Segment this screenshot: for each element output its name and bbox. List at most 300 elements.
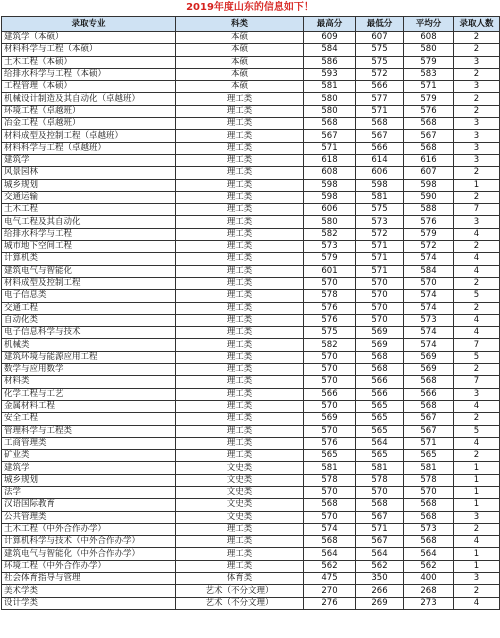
cell-avg-score: 576 xyxy=(404,216,454,228)
table-row xyxy=(2,253,500,265)
cell-category: 理工类 xyxy=(176,339,304,351)
cell-max-score: 574 xyxy=(304,523,356,535)
cell-admitted: 1 xyxy=(454,486,500,498)
column-header-max-score: 最高分 xyxy=(304,17,356,32)
cell-admitted: 2 xyxy=(454,32,500,44)
table-row xyxy=(2,118,500,130)
page-title: 2019年度山东的信息如下！ xyxy=(186,2,314,13)
cell-max-score: 586 xyxy=(304,56,356,68)
table-row xyxy=(2,437,500,449)
cell-admitted: 1 xyxy=(454,179,500,191)
cell-major: 计算机类 xyxy=(2,253,176,265)
cell-admitted: 4 xyxy=(454,437,500,449)
cell-min-score: 350 xyxy=(356,573,404,585)
cell-avg-score: 607 xyxy=(404,167,454,179)
cell-avg-score: 568 xyxy=(404,376,454,388)
table-row xyxy=(2,44,500,56)
cell-max-score: 570 xyxy=(304,351,356,363)
cell-category: 本硕 xyxy=(176,32,304,44)
cell-max-score: 567 xyxy=(304,130,356,142)
cell-max-score: 576 xyxy=(304,314,356,326)
admission-table xyxy=(1,16,500,610)
cell-avg-score: 580 xyxy=(404,44,454,56)
cell-category: 理工类 xyxy=(176,167,304,179)
table-row xyxy=(2,204,500,216)
table-row xyxy=(2,523,500,535)
cell-admitted: 4 xyxy=(454,253,500,265)
cell-avg-score: 574 xyxy=(404,253,454,265)
cell-avg-score: 568 xyxy=(404,142,454,154)
cell-min-score: 570 xyxy=(356,290,404,302)
cell-admitted: 2 xyxy=(454,450,500,462)
cell-admitted: 3 xyxy=(454,56,500,68)
cell-max-score: 580 xyxy=(304,216,356,228)
cell-category: 理工类 xyxy=(176,216,304,228)
cell-min-score: 572 xyxy=(356,228,404,240)
table-row xyxy=(2,585,500,597)
cell-max-score: 581 xyxy=(304,81,356,93)
cell-min-score: 269 xyxy=(356,597,404,609)
cell-min-score: 606 xyxy=(356,167,404,179)
cell-min-score: 571 xyxy=(356,523,404,535)
table-row xyxy=(2,327,500,339)
cell-category: 理工类 xyxy=(176,388,304,400)
cell-category: 理工类 xyxy=(176,105,304,117)
cell-category: 理工类 xyxy=(176,93,304,105)
cell-avg-score: 608 xyxy=(404,32,454,44)
cell-category: 本硕 xyxy=(176,44,304,56)
cell-min-score: 569 xyxy=(356,339,404,351)
cell-min-score: 570 xyxy=(356,277,404,289)
cell-admitted: 1 xyxy=(454,474,500,486)
cell-max-score: 608 xyxy=(304,167,356,179)
cell-major: 金属材料工程 xyxy=(2,400,176,412)
cell-max-score: 568 xyxy=(304,118,356,130)
table-row xyxy=(2,400,500,412)
cell-avg-score: 400 xyxy=(404,573,454,585)
cell-major: 美术学类 xyxy=(2,585,176,597)
cell-major: 建筑学 xyxy=(2,154,176,166)
cell-min-score: 568 xyxy=(356,351,404,363)
table-row xyxy=(2,339,500,351)
cell-avg-score: 570 xyxy=(404,486,454,498)
cell-avg-score: 562 xyxy=(404,560,454,572)
cell-min-score: 566 xyxy=(356,81,404,93)
cell-major: 冶金工程（卓越班） xyxy=(2,118,176,130)
cell-major: 建筑电气与智能化（中外合作办学） xyxy=(2,548,176,560)
cell-category: 理工类 xyxy=(176,351,304,363)
cell-avg-score: 578 xyxy=(404,474,454,486)
table-row xyxy=(2,32,500,44)
table-row xyxy=(2,81,500,93)
cell-max-score: 584 xyxy=(304,44,356,56)
cell-min-score: 568 xyxy=(356,118,404,130)
cell-category: 文史类 xyxy=(176,511,304,523)
cell-admitted: 3 xyxy=(454,216,500,228)
cell-avg-score: 579 xyxy=(404,228,454,240)
table-row xyxy=(2,265,500,277)
cell-major: 工商管理类 xyxy=(2,437,176,449)
cell-max-score: 582 xyxy=(304,228,356,240)
cell-category: 理工类 xyxy=(176,118,304,130)
cell-category: 理工类 xyxy=(176,413,304,425)
cell-avg-score: 590 xyxy=(404,191,454,203)
cell-major: 电子信息类 xyxy=(2,290,176,302)
cell-admitted: 7 xyxy=(454,204,500,216)
cell-category: 理工类 xyxy=(176,327,304,339)
cell-admitted: 7 xyxy=(454,376,500,388)
cell-avg-score: 574 xyxy=(404,290,454,302)
cell-major: 管理科学与工程类 xyxy=(2,425,176,437)
cell-major: 电子信息科学与技术 xyxy=(2,327,176,339)
cell-max-score: 576 xyxy=(304,302,356,314)
cell-max-score: 576 xyxy=(304,437,356,449)
cell-admitted: 2 xyxy=(454,191,500,203)
cell-avg-score: 579 xyxy=(404,56,454,68)
cell-category: 理工类 xyxy=(176,142,304,154)
table-header-row xyxy=(2,17,500,32)
cell-major: 土木工程（中外合作办学） xyxy=(2,523,176,535)
table-row xyxy=(2,548,500,560)
cell-major: 法学 xyxy=(2,486,176,498)
table-row xyxy=(2,351,500,363)
cell-min-score: 266 xyxy=(356,585,404,597)
cell-avg-score: 567 xyxy=(404,413,454,425)
cell-min-score: 570 xyxy=(356,302,404,314)
cell-admitted: 2 xyxy=(454,413,500,425)
cell-admitted: 4 xyxy=(454,327,500,339)
cell-avg-score: 569 xyxy=(404,351,454,363)
cell-min-score: 581 xyxy=(356,191,404,203)
cell-major: 机械类 xyxy=(2,339,176,351)
cell-min-score: 573 xyxy=(356,216,404,228)
cell-min-score: 581 xyxy=(356,462,404,474)
cell-avg-score: 568 xyxy=(404,118,454,130)
cell-admitted: 3 xyxy=(454,142,500,154)
cell-admitted: 3 xyxy=(454,388,500,400)
cell-category: 理工类 xyxy=(176,204,304,216)
cell-category: 理工类 xyxy=(176,290,304,302)
cell-admitted: 3 xyxy=(454,511,500,523)
cell-major: 自动化类 xyxy=(2,314,176,326)
cell-max-score: 598 xyxy=(304,179,356,191)
cell-major: 给排水科学与工程（本硕） xyxy=(2,68,176,80)
table-row xyxy=(2,167,500,179)
cell-avg-score: 616 xyxy=(404,154,454,166)
cell-min-score: 569 xyxy=(356,327,404,339)
cell-category: 本硕 xyxy=(176,68,304,80)
cell-avg-score: 565 xyxy=(404,450,454,462)
cell-avg-score: 569 xyxy=(404,364,454,376)
cell-category: 理工类 xyxy=(176,364,304,376)
cell-min-score: 566 xyxy=(356,388,404,400)
table-row xyxy=(2,228,500,240)
cell-major: 城市地下空间工程 xyxy=(2,241,176,253)
table-row xyxy=(2,450,500,462)
cell-avg-score: 568 xyxy=(404,400,454,412)
cell-category: 理工类 xyxy=(176,265,304,277)
cell-max-score: 570 xyxy=(304,364,356,376)
cell-category: 理工类 xyxy=(176,437,304,449)
table-row xyxy=(2,314,500,326)
table-row xyxy=(2,376,500,388)
cell-min-score: 567 xyxy=(356,536,404,548)
cell-major: 建筑环境与能源应用工程 xyxy=(2,351,176,363)
cell-avg-score: 568 xyxy=(404,511,454,523)
cell-avg-score: 567 xyxy=(404,130,454,142)
cell-max-score: 580 xyxy=(304,105,356,117)
cell-max-score: 606 xyxy=(304,204,356,216)
cell-max-score: 569 xyxy=(304,413,356,425)
cell-avg-score: 574 xyxy=(404,302,454,314)
cell-min-score: 566 xyxy=(356,376,404,388)
table-row xyxy=(2,486,500,498)
cell-avg-score: 574 xyxy=(404,327,454,339)
table-row xyxy=(2,154,500,166)
cell-category: 文史类 xyxy=(176,486,304,498)
cell-avg-score: 572 xyxy=(404,241,454,253)
cell-major: 材料成型及控制工程 xyxy=(2,277,176,289)
cell-avg-score: 564 xyxy=(404,548,454,560)
cell-category: 理工类 xyxy=(176,400,304,412)
cell-avg-score: 581 xyxy=(404,462,454,474)
cell-admitted: 2 xyxy=(454,585,500,597)
column-header-avg-score: 平均分 xyxy=(404,17,454,32)
column-header-category: 科类 xyxy=(176,17,304,32)
cell-min-score: 571 xyxy=(356,253,404,265)
cell-admitted: 2 xyxy=(454,302,500,314)
table-row xyxy=(2,462,500,474)
cell-min-score: 570 xyxy=(356,486,404,498)
cell-avg-score: 568 xyxy=(404,536,454,548)
cell-category: 理工类 xyxy=(176,241,304,253)
cell-max-score: 570 xyxy=(304,376,356,388)
cell-admitted: 3 xyxy=(454,130,500,142)
cell-min-score: 568 xyxy=(356,499,404,511)
cell-min-score: 567 xyxy=(356,130,404,142)
cell-min-score: 565 xyxy=(356,413,404,425)
cell-category: 艺术（不分文理） xyxy=(176,597,304,609)
cell-admitted: 4 xyxy=(454,400,500,412)
cell-admitted: 4 xyxy=(454,228,500,240)
cell-admitted: 4 xyxy=(454,536,500,548)
table-row xyxy=(2,277,500,289)
table-row xyxy=(2,68,500,80)
cell-major: 建筑学 xyxy=(2,462,176,474)
table-row xyxy=(2,290,500,302)
cell-avg-score: 571 xyxy=(404,81,454,93)
cell-avg-score: 268 xyxy=(404,585,454,597)
cell-major: 风景园林 xyxy=(2,167,176,179)
cell-min-score: 566 xyxy=(356,142,404,154)
table-row xyxy=(2,105,500,117)
cell-min-score: 575 xyxy=(356,204,404,216)
cell-category: 理工类 xyxy=(176,450,304,462)
cell-major: 材料科学与工程（本硕） xyxy=(2,44,176,56)
cell-max-score: 578 xyxy=(304,290,356,302)
cell-major: 汉语国际教育 xyxy=(2,499,176,511)
cell-max-score: 598 xyxy=(304,191,356,203)
cell-category: 理工类 xyxy=(176,130,304,142)
cell-major: 交通工程 xyxy=(2,302,176,314)
cell-category: 理工类 xyxy=(176,154,304,166)
cell-max-score: 570 xyxy=(304,425,356,437)
cell-max-score: 575 xyxy=(304,327,356,339)
cell-min-score: 568 xyxy=(356,364,404,376)
cell-max-score: 475 xyxy=(304,573,356,585)
cell-max-score: 568 xyxy=(304,499,356,511)
cell-category: 理工类 xyxy=(176,179,304,191)
table-row xyxy=(2,597,500,609)
cell-major: 土木工程（本硕） xyxy=(2,56,176,68)
cell-major: 城乡规划 xyxy=(2,474,176,486)
cell-avg-score: 273 xyxy=(404,597,454,609)
cell-major: 建筑电气与智能化 xyxy=(2,265,176,277)
cell-category: 理工类 xyxy=(176,302,304,314)
cell-admitted: 2 xyxy=(454,277,500,289)
cell-avg-score: 573 xyxy=(404,314,454,326)
cell-category: 理工类 xyxy=(176,253,304,265)
cell-major: 机械设计制造及其自动化（卓越班） xyxy=(2,93,176,105)
column-header-admitted: 录取人数 xyxy=(454,17,500,32)
cell-admitted: 3 xyxy=(454,81,500,93)
cell-min-score: 567 xyxy=(356,511,404,523)
cell-max-score: 568 xyxy=(304,536,356,548)
cell-avg-score: 566 xyxy=(404,388,454,400)
cell-max-score: 565 xyxy=(304,450,356,462)
cell-major: 化学工程与工艺 xyxy=(2,388,176,400)
cell-major: 土木工程 xyxy=(2,204,176,216)
column-header-min-score: 最低分 xyxy=(356,17,404,32)
table-row xyxy=(2,142,500,154)
cell-admitted: 2 xyxy=(454,523,500,535)
cell-category: 理工类 xyxy=(176,228,304,240)
cell-major: 材料类 xyxy=(2,376,176,388)
cell-category: 理工类 xyxy=(176,536,304,548)
cell-min-score: 564 xyxy=(356,548,404,560)
cell-max-score: 564 xyxy=(304,548,356,560)
cell-max-score: 609 xyxy=(304,32,356,44)
cell-category: 理工类 xyxy=(176,277,304,289)
cell-major: 矿业类 xyxy=(2,450,176,462)
table-row xyxy=(2,93,500,105)
cell-category: 理工类 xyxy=(176,523,304,535)
table-row xyxy=(2,130,500,142)
cell-avg-score: 579 xyxy=(404,93,454,105)
cell-min-score: 577 xyxy=(356,93,404,105)
cell-category: 理工类 xyxy=(176,191,304,203)
cell-category: 理工类 xyxy=(176,376,304,388)
cell-major: 电气工程及其自动化 xyxy=(2,216,176,228)
cell-min-score: 578 xyxy=(356,474,404,486)
cell-admitted: 2 xyxy=(454,167,500,179)
cell-major: 公共管理类 xyxy=(2,511,176,523)
cell-admitted: 3 xyxy=(454,573,500,585)
cell-max-score: 566 xyxy=(304,388,356,400)
cell-max-score: 580 xyxy=(304,93,356,105)
cell-admitted: 4 xyxy=(454,265,500,277)
cell-avg-score: 567 xyxy=(404,425,454,437)
cell-max-score: 581 xyxy=(304,462,356,474)
cell-major: 数学与应用数学 xyxy=(2,364,176,376)
cell-category: 本硕 xyxy=(176,56,304,68)
table-row xyxy=(2,56,500,68)
cell-admitted: 7 xyxy=(454,339,500,351)
table-row xyxy=(2,179,500,191)
cell-max-score: 570 xyxy=(304,277,356,289)
cell-admitted: 5 xyxy=(454,351,500,363)
table-row xyxy=(2,573,500,585)
cell-admitted: 4 xyxy=(454,597,500,609)
cell-min-score: 562 xyxy=(356,560,404,572)
cell-min-score: 575 xyxy=(356,56,404,68)
cell-major: 安全工程 xyxy=(2,413,176,425)
cell-avg-score: 598 xyxy=(404,179,454,191)
cell-avg-score: 568 xyxy=(404,499,454,511)
cell-major: 设计学类 xyxy=(2,597,176,609)
cell-admitted: 2 xyxy=(454,105,500,117)
cell-major: 交通运输 xyxy=(2,191,176,203)
cell-max-score: 270 xyxy=(304,585,356,597)
cell-avg-score: 583 xyxy=(404,68,454,80)
cell-max-score: 276 xyxy=(304,597,356,609)
cell-min-score: 607 xyxy=(356,32,404,44)
cell-min-score: 571 xyxy=(356,265,404,277)
cell-min-score: 614 xyxy=(356,154,404,166)
table-row xyxy=(2,413,500,425)
cell-admitted: 5 xyxy=(454,290,500,302)
cell-admitted: 2 xyxy=(454,44,500,56)
cell-category: 文史类 xyxy=(176,499,304,511)
cell-avg-score: 573 xyxy=(404,523,454,535)
cell-major: 工程管理（本硕） xyxy=(2,81,176,93)
cell-category: 文史类 xyxy=(176,474,304,486)
cell-major: 环境工程（中外合作办学） xyxy=(2,560,176,572)
cell-max-score: 601 xyxy=(304,265,356,277)
table-row xyxy=(2,388,500,400)
cell-admitted: 5 xyxy=(454,425,500,437)
cell-major: 计算机科学与技术（中外合作办学） xyxy=(2,536,176,548)
cell-category: 体育类 xyxy=(176,573,304,585)
cell-admitted: 2 xyxy=(454,364,500,376)
cell-max-score: 570 xyxy=(304,511,356,523)
cell-avg-score: 576 xyxy=(404,105,454,117)
cell-max-score: 579 xyxy=(304,253,356,265)
cell-admitted: 1 xyxy=(454,462,500,474)
table-row xyxy=(2,560,500,572)
cell-category: 艺术（不分文理） xyxy=(176,585,304,597)
table-row xyxy=(2,364,500,376)
cell-major: 城乡规划 xyxy=(2,179,176,191)
cell-avg-score: 570 xyxy=(404,277,454,289)
cell-category: 文史类 xyxy=(176,462,304,474)
cell-max-score: 573 xyxy=(304,241,356,253)
cell-min-score: 572 xyxy=(356,68,404,80)
table-row xyxy=(2,499,500,511)
cell-admitted: 1 xyxy=(454,548,500,560)
cell-avg-score: 584 xyxy=(404,265,454,277)
cell-min-score: 571 xyxy=(356,241,404,253)
cell-admitted: 3 xyxy=(454,118,500,130)
cell-major: 材料成型及控制工程（卓越班） xyxy=(2,130,176,142)
cell-max-score: 578 xyxy=(304,474,356,486)
cell-min-score: 565 xyxy=(356,425,404,437)
column-header-major: 录取专业 xyxy=(2,17,176,32)
cell-avg-score: 574 xyxy=(404,339,454,351)
table-row xyxy=(2,511,500,523)
cell-category: 理工类 xyxy=(176,425,304,437)
cell-max-score: 570 xyxy=(304,400,356,412)
